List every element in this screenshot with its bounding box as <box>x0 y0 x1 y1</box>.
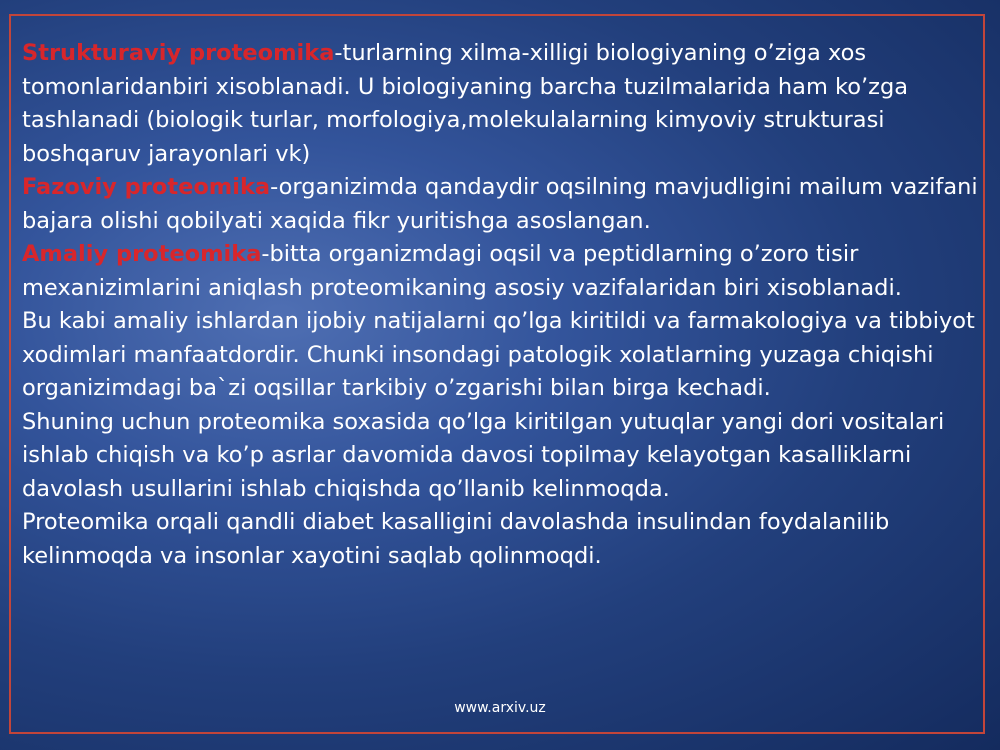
footer-website-link[interactable]: www.arxiv.uz <box>454 700 546 716</box>
slide-body-text <box>22 37 982 573</box>
paragraph-strukturaviy-text: -turlarning xilma-xilligi biologiyaning o’ziga xos tomonlaridanbiri xisoblanadi. U biologiyaning barcha tuzilmalarida ham ko’zga tashlanadi (biologik turlar, morfologiya,molekulalarning kimyoviy strukturasi boshqaruv jarayonlari vk) <box>22 40 909 167</box>
paragraph-amaliy-text: -bitta organizmdagi oqsil va peptidlarning o’zoro tisir mexanizimlarini aniqlash proteomikaning asosiy vazifalaridan biri xisoblanadi. <box>22 241 902 301</box>
term-amaliy-proteomika: Amaliy proteomika <box>22 241 262 267</box>
paragraph-fazoviy-text: -organizimda qandaydir oqsilning mavjudligini mailum vazifani bajara olishi qobilyati xaqida fikr yuritishga asoslangan. <box>22 174 978 234</box>
paragraph-strukturaviy <box>22 37 982 171</box>
paragraph-diabetes: Proteomika orqali qandli diabet kasalligini davolashda insulindan foydalanilib kelinmoqda va insonlar xayotini saqlab qolinmoqdi. <box>22 509 890 569</box>
paragraph-achievements: Shuning uchun proteomika soxasida qo’lga kiritilgan yutuqlar yangi dori vositalari ishlab chiqish va ko’p asrlar davomida davosi topilmay kelayotgan kasalliklarni davolash usullarini ishlab chiqishda qo’llanib kelinmoqda. <box>22 408 945 502</box>
paragraph-practical-results: Bu kabi amaliy ishlardan ijobiy natijalarni qo’lga kiritildi va farmakologiya va tibbiyot xodimlari manfaatdordir. Chunki insondagi patologik xolatlarning yuzaga chiqishi organizimdagi ba`zi oqsillar tarkibiy o’zgarishi bilan birga kechadi. <box>22 308 975 401</box>
paragraph-amaliy <box>22 238 982 305</box>
term-strukturaviy-proteomika: Strukturaviy proteomika <box>22 40 335 66</box>
term-fazoviy-proteomika: Fazoviy proteomika <box>22 174 271 200</box>
paragraph-fazoviy <box>22 171 982 238</box>
